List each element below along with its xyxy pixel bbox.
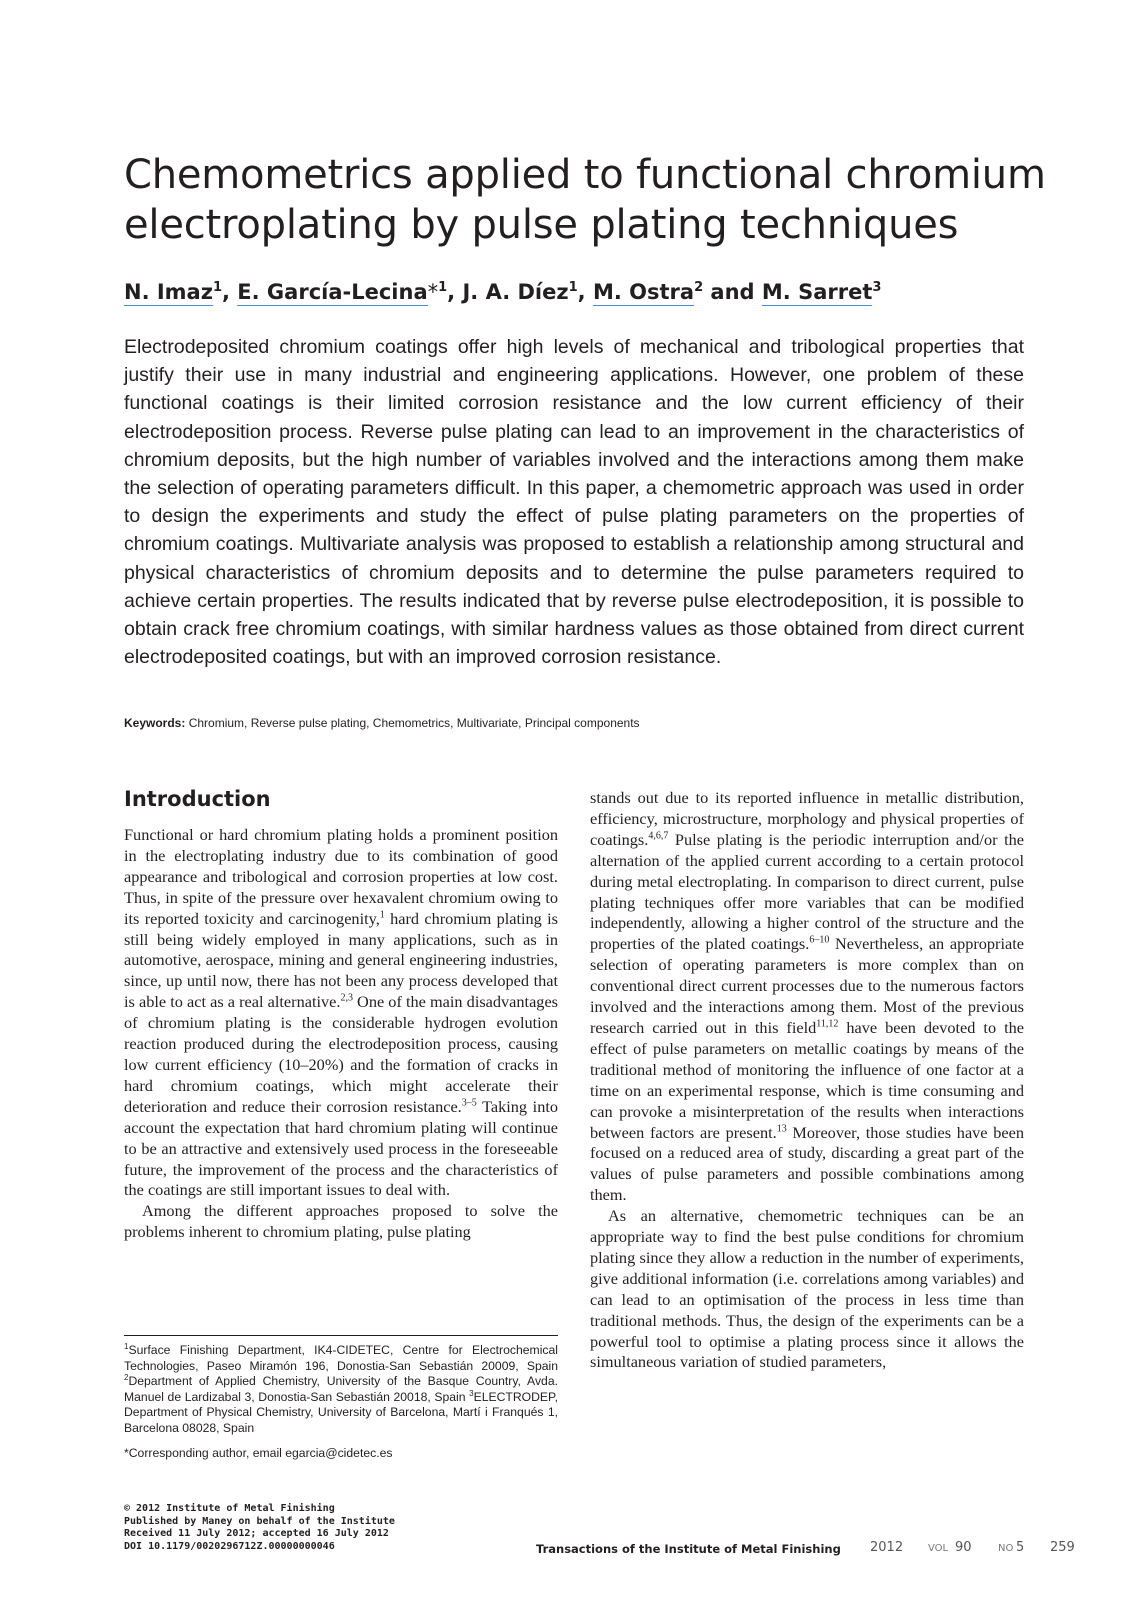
citation-superscript: 1 [379, 909, 385, 921]
author [462, 280, 577, 304]
doi-line: DOI 10.1179/0020296712Z.00000000046 [124, 1540, 335, 1552]
volume-number: 90 [955, 1540, 972, 1555]
author [237, 280, 447, 304]
journal-name: Transactions of the Institute of Metal Finishing [536, 1542, 841, 1556]
paragraph: Functional or hard chromium plating holds a prominent position in the electroplating industry due to its combination of good appearance and tribological and corrosion properties at low cost. Thus, in spite of the pressure over hexavalent chromium owing to its reported toxicity and carcinogenity,$^1$ hard chromium plating is still being widely employed in many applications, such as in automotive, aerospace, mining and general engineering industries, since, up until now, there has not been any process developed that is able to act as a real alternative.$^{2,3}$ One of the main disadvantages of chromium plating is the considerable hydrogen evolution reaction produced during the electrodeposition process, causing low current efficiency (10–20%) and the formation of cracks in hard chromium coatings, which might accelerate their deterioration and reduce their corrosion resistance.$^{3-5}$ Taking into account the expectation that hard chromium plating will continue to be an attractive and extensively used process in the foreseeable future, the improvement of the process and the characteristics of the coatings are still important issues to deal with. [124, 825, 559, 1200]
paragraph: As an alternative, chemometric techniques can be an appropriate way to find the best pulse conditions for chromium plating since they allow a reduction in the number of experiments, give additional information (i.e. correlations among variables) and can lead to an optimisation of the process in less time than traditional methods. Thus, the design of the experiments can be a powerful tool to optimise a plating process since it allows the simultaneous variation of studied parameters, [590, 1206, 1024, 1372]
author-name: M. Sarret [761, 280, 873, 304]
right-column [590, 788, 1024, 1373]
affiliation-superscript: 3 [469, 1388, 474, 1398]
footnotes [124, 1343, 558, 1461]
affiliation-superscript: 2 [124, 1373, 129, 1383]
author [762, 280, 882, 304]
issue-label: NO [998, 1543, 1014, 1554]
affiliation-superscript: 1 [568, 280, 578, 295]
corresponding-mark: * [427, 280, 439, 304]
affiliation-text: Department of Applied Chemistry, University of the Basque Country, Avda. Manuel de Lardizabal 3, Donostia-San Sebastián 20018, Spain [124, 1374, 558, 1404]
citation-superscript: 11,12 [816, 1018, 839, 1030]
author-name: J. A. Díez [462, 280, 569, 304]
paragraph: stands out due to its reported influence in metallic distribution, efficiency, microstructure, morphology and physical properties of coatings.$^{4,6,7}$ Pulse plating is the periodic interruption and/or the alternation of the applied current according to a certain protocol during metal electroplating. In comparison to direct current, pulse plating techniques offer more variables that can be modified independently, allowing a higher control of the structure and the properties of the plated coatings.$^{6-10}$ Nevertheless, an appropriate selection of operating parameters is more complex than on conventional direct current processes due to the numerous factors involved and the interactions among them. Most of the previous research carried out in this field$^{11,12}$ have been devoted to the effect of pulse parameters on metallic coatings by means of the traditional method of monitoring the influence of one factor at a time on an experimental response, which is time consuming and can provoke a misinterpretation of the results when interactions between factors are present.$^{13}$ Moreover, those studies have been focused on a reduced area of study, discarding a great part of the values of pulse parameters and possible combinations among them. [590, 788, 1024, 1205]
paragraph: Among the different approaches proposed to solve the problems inherent to chromium plating, pulse plating [124, 1201, 558, 1242]
affiliations [124, 1343, 558, 1437]
received-line: Received 11 July 2012; accepted 16 July 2012 [124, 1528, 389, 1539]
article-title [124, 150, 1046, 250]
title-line-1: Chemometrics applied to functional chromium [124, 152, 1046, 198]
citation-superscript: 3–5 [461, 1097, 477, 1109]
affiliation-text: Surface Finishing Department, IK4-CIDETEC, Centre for Electrochemical Technologies, Paseo Miramón 196, Donostia-San Sebastián 20009, Spain [124, 1343, 558, 1373]
publisher-line: Published by Maney on behalf of the Institute [124, 1515, 395, 1527]
copyright-line: © 2012 Institute of Metal Finishing [124, 1503, 335, 1514]
affiliation-superscript: 1 [438, 280, 448, 295]
corresponding-author: *Corresponding author, email egarcia@cidetec.es [124, 1445, 393, 1460]
citation-superscript: 13 [776, 1123, 787, 1135]
section-heading-introduction: Introduction [124, 787, 271, 811]
title-line-2: electroplating by pulse plating techniques [124, 202, 959, 248]
volume-label: VOL [928, 1543, 949, 1554]
keywords-label: Keywords: [124, 716, 186, 730]
affiliation-text: ELECTRODEP, Department of Physical Chemistry, University of Barcelona, Martí i Franqués 1, Barcelona 08028, Spain [124, 1389, 558, 1435]
issue-number: 5 [1016, 1540, 1025, 1555]
citation-superscript: 2,3 [340, 992, 353, 1004]
affiliation-superscript: 1 [124, 1341, 129, 1351]
author-name: N. Imaz [124, 280, 213, 304]
author-list: N. Imaz$^1$, E. García-Lecina*$^1$, J. A. Díez$^1$, M. Ostra$^2$ and M. Sarret$^3$ [124, 280, 882, 304]
keywords [124, 716, 1024, 730]
publication-info [124, 1503, 524, 1553]
left-column [124, 825, 558, 1243]
author [593, 280, 703, 304]
abstract: Electrodeposited chromium coatings offer high levels of mechanical and tribological properties that justify their use in many industrial and engineering applications. However, one problem of these functional coatings is their limited corrosion resistance and the low current efficiency of their electrodeposition process. Reverse pulse plating can lead to an improvement in the characteristics of chromium deposits, but the high number of variables involved and the interactions among them make the selection of operating parameters difficult. In this paper, a chemometric approach was used in order to design the experiments and study the effect of pulse plating parameters on the properties of chromium coatings. Multivariate analysis was proposed to establish a relationship among structural and physical characteristics of chromium deposits and to determine the pulse parameters required to achieve certain properties. The results indicated that by reverse pulse electrodeposition, it is possible to obtain crack free chromium coatings, with similar hardness values as those obtained from direct current electrodeposited coatings, but with an improved corrosion resistance. [124, 336, 1024, 669]
affiliation-superscript: 3 [872, 280, 882, 295]
author-name: E. García-Lecina [237, 280, 428, 304]
keywords-list: Chromium, Reverse pulse plating, Chemometrics, Multivariate, Principal components [188, 716, 640, 730]
author-name: M. Ostra [592, 280, 695, 304]
affiliation-superscript: 2 [694, 280, 704, 295]
journal-year: 2012 [870, 1540, 904, 1555]
running-footer [536, 1540, 1075, 1560]
page-number: 259 [1050, 1540, 1075, 1555]
footnote-divider [124, 1335, 558, 1336]
citation-superscript: 4,6,7 [648, 830, 669, 842]
affiliation-superscript: 1 [212, 280, 222, 295]
author [124, 280, 222, 304]
citation-superscript: 6–10 [809, 934, 830, 946]
